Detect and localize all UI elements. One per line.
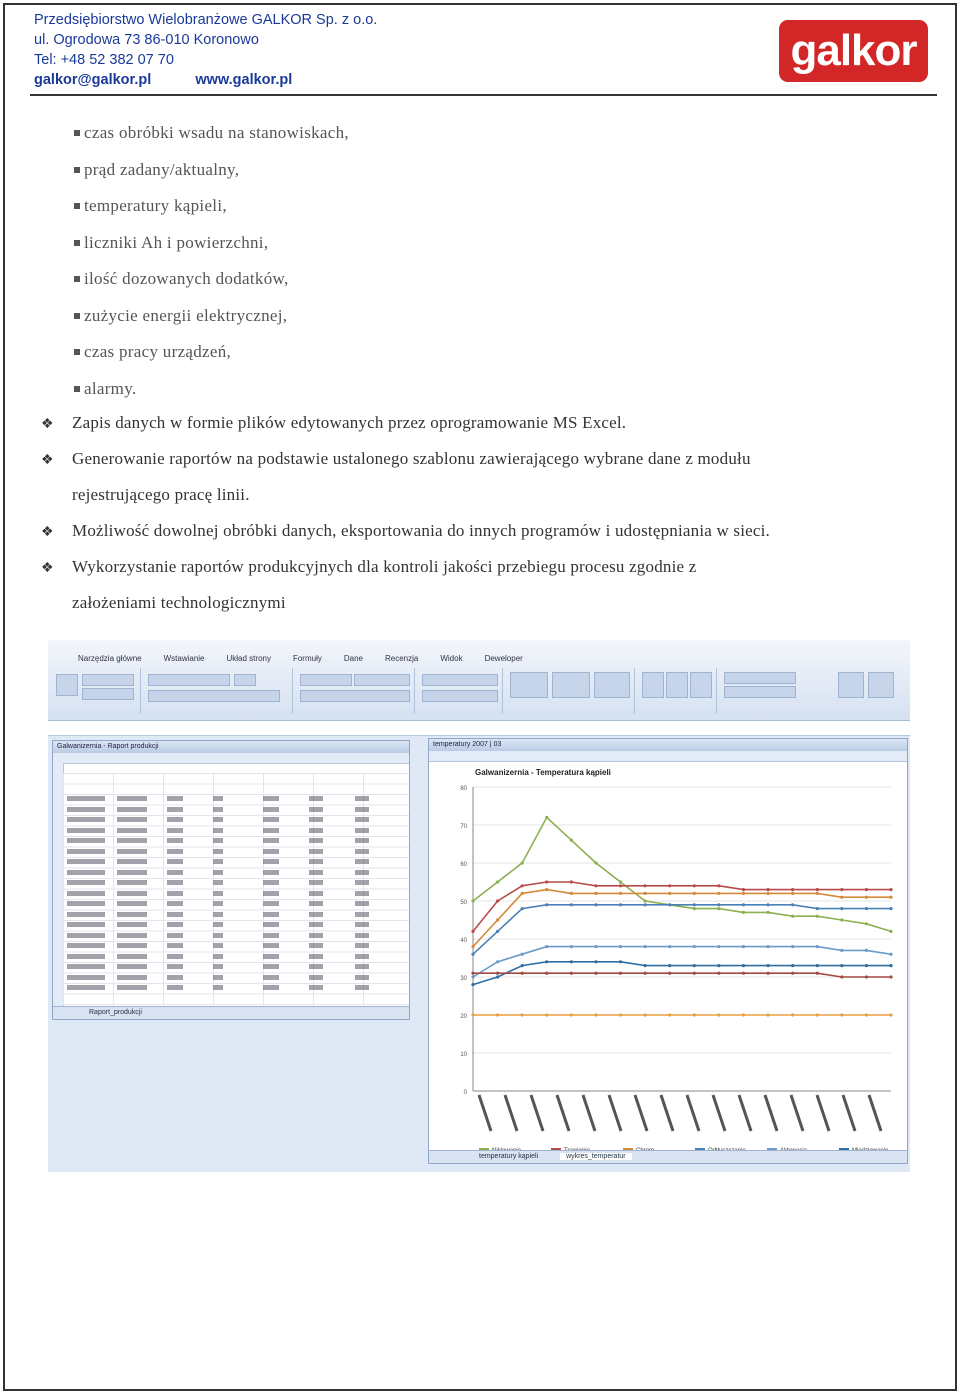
data-point — [668, 1013, 671, 1016]
chart-title: Galwanizernia - Temperatura kąpieli — [475, 768, 611, 777]
table-row — [63, 838, 409, 844]
data-point — [545, 903, 548, 906]
data-point — [717, 972, 720, 975]
data-point — [889, 1013, 892, 1016]
data-point — [619, 972, 622, 975]
data-point — [471, 972, 474, 975]
table-row — [63, 985, 409, 991]
data-point — [644, 972, 647, 975]
sub-list-item: zużycie energii elektrycznej, — [84, 305, 288, 325]
data-point — [816, 907, 819, 910]
data-point — [619, 1013, 622, 1016]
data-point — [791, 945, 794, 948]
data-point — [766, 911, 769, 914]
y-tick-label: 60 — [460, 862, 467, 868]
x-tick-label — [583, 1095, 595, 1131]
data-point — [668, 945, 671, 948]
data-point — [570, 972, 573, 975]
main-list-item-line: założeniami technologicznymi — [72, 593, 286, 612]
data-point — [865, 975, 868, 978]
table-row — [63, 943, 409, 949]
main-list-item-line: Wykorzystanie raportów produkcyjnych dla kontroli jakości przebiegu procesu zgodnie z — [72, 557, 697, 576]
x-tick-label — [869, 1095, 881, 1131]
x-tick-label — [817, 1095, 829, 1131]
data-point — [889, 953, 892, 956]
table-row — [63, 817, 409, 823]
data-point — [766, 964, 769, 967]
chart-worksheet — [428, 738, 908, 1164]
data-point — [889, 888, 892, 891]
y-tick-label: 80 — [460, 786, 467, 792]
data-point — [693, 972, 696, 975]
data-point — [644, 892, 647, 895]
data-point — [742, 972, 745, 975]
data-point — [496, 1013, 499, 1016]
data-point — [840, 896, 843, 899]
data-point — [594, 861, 597, 864]
data-point — [619, 945, 622, 948]
data-point — [840, 907, 843, 910]
main-list-item-line: Generowanie raportów na podstawie ustalonego szablonu zawierającego wybrane dane z modułu — [72, 449, 751, 468]
y-tick-label: 50 — [460, 900, 467, 906]
data-point — [471, 1013, 474, 1016]
report-sheet-tab[interactable]: Raport_produkcji — [53, 1006, 409, 1019]
data-point — [693, 884, 696, 887]
x-tick-label — [505, 1095, 517, 1131]
x-tick-label — [479, 1095, 491, 1131]
data-point — [717, 1013, 720, 1016]
table-row — [63, 870, 409, 876]
data-point — [471, 930, 474, 933]
data-point — [717, 903, 720, 906]
formula-bar[interactable] — [48, 721, 910, 736]
data-point — [496, 899, 499, 902]
x-tick-label — [635, 1095, 647, 1131]
data-point — [496, 960, 499, 963]
company-phone: Tel: +48 52 382 07 70 — [34, 52, 174, 68]
data-point — [865, 1013, 868, 1016]
galkor-logo: galkor — [779, 20, 928, 82]
chart-window-title: temperatury 2007 | 03 — [429, 739, 907, 751]
data-point — [570, 880, 573, 883]
y-tick-label: 10 — [460, 1052, 467, 1058]
data-point — [865, 888, 868, 891]
data-point — [644, 945, 647, 948]
data-point — [742, 903, 745, 906]
data-point — [570, 1013, 573, 1016]
sub-list-item: temperatury kąpieli, — [84, 196, 227, 215]
data-point — [816, 972, 819, 975]
data-point — [816, 1013, 819, 1016]
sheet-tab-chart[interactable]: wykres_temperatur — [560, 1153, 632, 1160]
diamond-bullet-icon: ❖ — [41, 525, 54, 540]
x-tick-label — [661, 1095, 673, 1131]
data-point — [840, 964, 843, 967]
data-point — [594, 972, 597, 975]
data-point — [570, 945, 573, 948]
data-point — [791, 972, 794, 975]
x-tick-label — [765, 1095, 777, 1131]
data-point — [889, 930, 892, 933]
table-row — [63, 807, 409, 813]
data-point — [693, 907, 696, 910]
data-point — [840, 888, 843, 891]
data-point — [816, 915, 819, 918]
main-list-item-line: Możliwość dowolnej obróbki danych, eksportowania do innych programów i udostępniania w sieci. — [72, 521, 770, 540]
data-point — [619, 880, 622, 883]
data-point — [717, 892, 720, 895]
data-point — [496, 918, 499, 921]
data-point — [889, 964, 892, 967]
table-row — [63, 849, 409, 855]
report-window-title: Galwanizernia - Raport produkcji — [53, 741, 409, 753]
data-point — [717, 884, 720, 887]
data-point — [471, 945, 474, 948]
excel-ribbon — [48, 640, 910, 721]
ribbon-tabs: Narzędzia główne Wstawianie Układ strony Formuły Dane Recenzja Widok Deweloper — [78, 654, 523, 663]
table-row — [63, 964, 409, 970]
data-point — [717, 964, 720, 967]
sub-list-item: prąd zadany/aktualny, — [84, 159, 240, 179]
data-point — [840, 918, 843, 921]
data-point — [766, 972, 769, 975]
company-address: ul. Ogrodowa 73 86-010 Koronowo — [34, 32, 259, 48]
data-point — [865, 907, 868, 910]
main-list-item-line: Zapis danych w formie plików edytowanych przez oprogramowanie MS Excel. — [72, 413, 627, 432]
table-row — [63, 859, 409, 865]
company-name: Przedsiębiorstwo Wielobranżowe GALKOR Sp. z o.o. — [34, 12, 378, 28]
website-link[interactable]: www.galkor.pl — [195, 72, 293, 88]
sub-list-item: alarmy. — [84, 378, 137, 398]
sub-list-item: czas obróbki wsadu na stanowiskach, — [84, 123, 349, 142]
data-point — [889, 975, 892, 978]
data-point — [644, 1013, 647, 1016]
y-tick-label: 30 — [460, 976, 467, 982]
y-tick-label: 0 — [463, 1090, 467, 1096]
data-point — [521, 884, 524, 887]
data-point — [766, 945, 769, 948]
table-row — [63, 891, 409, 897]
data-point — [668, 884, 671, 887]
chart-sheet-tabs — [429, 1150, 907, 1163]
data-point — [766, 892, 769, 895]
x-tick-label — [609, 1095, 621, 1131]
data-point — [521, 907, 524, 910]
data-point — [742, 1013, 745, 1016]
data-point — [693, 964, 696, 967]
data-point — [496, 975, 499, 978]
diamond-bullet-icon: ❖ — [41, 561, 54, 576]
data-point — [545, 888, 548, 891]
x-tick-label — [531, 1095, 543, 1131]
data-point — [471, 975, 474, 978]
sub-list-item: ilość dozowanych dodatków, — [84, 269, 289, 288]
data-point — [521, 861, 524, 864]
y-tick-label: 40 — [460, 938, 467, 944]
data-point — [791, 888, 794, 891]
data-point — [545, 1013, 548, 1016]
data-point — [840, 975, 843, 978]
data-point — [521, 1013, 524, 1016]
table-row — [63, 975, 409, 981]
data-point — [644, 884, 647, 887]
data-point — [594, 903, 597, 906]
data-point — [594, 960, 597, 963]
data-point — [570, 892, 573, 895]
data-point — [840, 1013, 843, 1016]
data-point — [570, 960, 573, 963]
data-point — [644, 899, 647, 902]
table-row — [63, 796, 409, 802]
x-tick-label — [557, 1095, 569, 1131]
data-point — [791, 915, 794, 918]
data-point — [496, 880, 499, 883]
data-point — [619, 892, 622, 895]
sub-list-item: czas pracy urządzeń, — [84, 342, 232, 361]
data-point — [545, 945, 548, 948]
series-line — [473, 973, 891, 977]
data-point — [594, 1013, 597, 1016]
data-point — [594, 945, 597, 948]
main-list-item-line: rejestrującego pracę linii. — [72, 485, 250, 504]
data-point — [693, 903, 696, 906]
data-point — [521, 892, 524, 895]
data-point — [471, 953, 474, 956]
data-point — [545, 960, 548, 963]
data-point — [742, 888, 745, 891]
data-point — [545, 972, 548, 975]
data-point — [791, 1013, 794, 1016]
data-point — [668, 892, 671, 895]
data-point — [865, 964, 868, 967]
x-tick-label — [687, 1095, 699, 1131]
x-tick-label — [739, 1095, 751, 1131]
y-tick-label: 70 — [460, 824, 467, 830]
data-point — [693, 1013, 696, 1016]
data-point — [816, 892, 819, 895]
data-point — [816, 888, 819, 891]
data-point — [594, 892, 597, 895]
data-point — [644, 964, 647, 967]
sheet-tab-temperatures[interactable]: temperatury kąpieli — [479, 1153, 539, 1160]
data-point — [742, 892, 745, 895]
data-point — [594, 884, 597, 887]
data-point — [521, 964, 524, 967]
data-point — [742, 964, 745, 967]
data-point — [791, 964, 794, 967]
x-tick-label — [843, 1095, 855, 1131]
data-point — [644, 903, 647, 906]
data-point — [619, 884, 622, 887]
report-table — [63, 773, 409, 1005]
table-row — [63, 922, 409, 928]
temperature-chart — [429, 761, 907, 1161]
data-point — [668, 972, 671, 975]
data-point — [791, 903, 794, 906]
diamond-bullet-icon: ❖ — [41, 417, 54, 432]
data-point — [521, 953, 524, 956]
data-point — [742, 945, 745, 948]
data-point — [889, 907, 892, 910]
data-point — [619, 903, 622, 906]
data-point — [816, 964, 819, 967]
table-row — [63, 828, 409, 834]
data-point — [496, 972, 499, 975]
data-point — [570, 903, 573, 906]
data-point — [865, 949, 868, 952]
data-point — [791, 892, 794, 895]
data-point — [717, 945, 720, 948]
table-row — [63, 912, 409, 918]
email-link[interactable]: galkor@galkor.pl — [34, 72, 152, 88]
data-point — [545, 816, 548, 819]
data-point — [840, 949, 843, 952]
data-point — [816, 945, 819, 948]
data-point — [693, 945, 696, 948]
data-point — [471, 899, 474, 902]
data-point — [766, 888, 769, 891]
data-point — [717, 907, 720, 910]
diamond-bullet-icon: ❖ — [41, 453, 54, 468]
excel-screenshot — [48, 640, 910, 1172]
data-point — [889, 896, 892, 899]
data-point — [693, 892, 696, 895]
data-point — [668, 903, 671, 906]
data-point — [570, 839, 573, 842]
data-point — [668, 964, 671, 967]
company-header — [34, 10, 377, 90]
data-point — [766, 903, 769, 906]
table-row — [63, 901, 409, 907]
sub-list-item: liczniki Ah i powierzchni, — [84, 232, 269, 252]
table-row — [63, 954, 409, 960]
table-row — [63, 933, 409, 939]
data-point — [865, 922, 868, 925]
data-point — [545, 880, 548, 883]
data-point — [521, 972, 524, 975]
report-worksheet — [52, 740, 410, 1020]
series-line — [473, 817, 891, 931]
data-point — [766, 1013, 769, 1016]
y-tick-label: 20 — [460, 1014, 467, 1020]
data-point — [865, 896, 868, 899]
x-tick-label — [791, 1095, 803, 1131]
table-row — [63, 880, 409, 886]
data-point — [742, 911, 745, 914]
data-point — [619, 960, 622, 963]
x-tick-label — [713, 1095, 725, 1131]
data-point — [471, 983, 474, 986]
data-point — [496, 930, 499, 933]
header-divider — [30, 94, 937, 96]
